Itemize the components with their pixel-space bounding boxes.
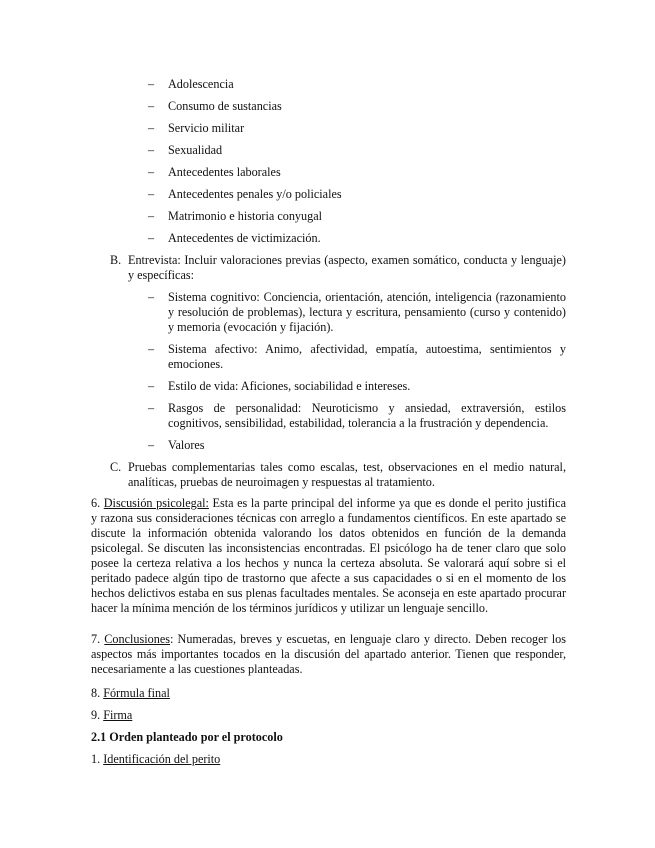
list-item: – Sistema cognitivo: Conciencia, orientación, atención, inteligencia (razonamiento y resolución de problemas), lectura y escritura, pensamiento (curso y contenido) y memoria (evocación y fijación). — [148, 290, 566, 334]
dash-bullet: – — [148, 290, 155, 304]
paragraph-title: Discusión psicolegal: — [103, 496, 209, 510]
section-b-text: Entrevista: Incluir valoraciones previas (aspecto, examen somático, conducta y lenguaje) y específicas: — [128, 253, 566, 282]
list-item: – Consumo de sustancias — [148, 99, 282, 113]
dash-bullet: – — [148, 99, 155, 113]
list-item: – Estilo de vida: Aficiones, sociabilidad e intereses. — [148, 379, 411, 393]
dash-bullet: – — [148, 438, 155, 452]
paragraph-conclusiones: 7. Conclusiones: Numeradas, breves y escuetas, en lenguaje claro y directo. Deben recoger los aspectos más importantes tocados en la discusión del apartado anterior. Tienen que responder, necesariamente a las cuestiones planteadas. — [91, 632, 566, 676]
list-item: – Servicio militar — [148, 121, 245, 135]
list-item: – Antecedentes laborales — [148, 165, 281, 179]
list-item: – Sexualidad — [148, 143, 223, 157]
dash-bullet: – — [148, 77, 155, 91]
paragraph-formula-final: 8. Fórmula final — [91, 686, 170, 700]
list-item: – Rasgos de personalidad: Neuroticismo y ansiedad, extraversión, estilos cognitivos, sensibilidad, estabilidad, tolerancia a la frustración y dependencia. — [148, 401, 566, 430]
paragraph-title: Fórmula final — [103, 686, 170, 700]
section-b — [110, 253, 566, 283]
list-item: – Valores — [148, 438, 205, 452]
paragraph-title: Conclusiones — [104, 632, 170, 646]
dash-bullet: – — [148, 121, 155, 135]
list-item: – Matrimonio e historia conyugal — [148, 209, 323, 223]
paragraph-identificacion: 1. Identificación del perito — [91, 752, 221, 766]
section-c — [110, 460, 566, 490]
section-c-text: Pruebas complementarias tales como escalas, test, observaciones en el medio natural, analíticas, pruebas de neuroimagen y respuestas al tratamiento. — [128, 460, 566, 489]
paragraph-firma: 9. Firma — [91, 708, 133, 722]
list-item: – Antecedentes de victimización. — [148, 231, 321, 245]
interview-list — [148, 290, 566, 453]
section-heading: 2.1 Orden planteado por el protocolo — [91, 730, 283, 744]
dash-bullet: – — [148, 165, 155, 179]
history-list — [148, 77, 566, 253]
list-item: – Antecedentes penales y/o policiales — [148, 187, 342, 201]
paragraph-title: Identificación del perito — [103, 752, 221, 766]
dash-bullet: – — [148, 342, 155, 356]
section-letter: B. — [110, 253, 122, 267]
dash-bullet: – — [148, 143, 155, 157]
paragraph-discusion: 6. Discusión psicolegal: Esta es la parte principal del informe ya que es donde el perito justifica y razona sus consideraciones técnicas con arreglo a fundamentos científicos. En este apartado se discute la información obtenida valorando los datos obtenidos en función de la demanda psicolegal. Se discuten las inconsistencias encontradas. El psicólogo ha de tener claro que solo posee la certeza relativa a los hechos y nunca la certeza absoluta. Se valorará aquí sobre si el peritado padece algún tipo de trastorno que afecte a sus capacidades o si en el momento de los hechos delictivos estaba en sus plenas facultades mentales. Se aconseja en este apartado procurar hacer la mínima mención de los términos jurídicos y utilizar un lenguaje sencillo. — [91, 496, 567, 615]
list-item: – Adolescencia — [148, 77, 234, 91]
dash-bullet: – — [148, 379, 155, 393]
dash-bullet: – — [148, 401, 155, 415]
dash-bullet: – — [148, 231, 155, 245]
dash-bullet: – — [148, 187, 155, 201]
list-item: – Sistema afectivo: Animo, afectividad, empatía, autoestima, sentimientos y emociones. — [148, 342, 566, 371]
dash-bullet: – — [148, 209, 155, 223]
paragraph-title: Firma — [103, 708, 133, 722]
section-letter: C. — [110, 460, 122, 474]
